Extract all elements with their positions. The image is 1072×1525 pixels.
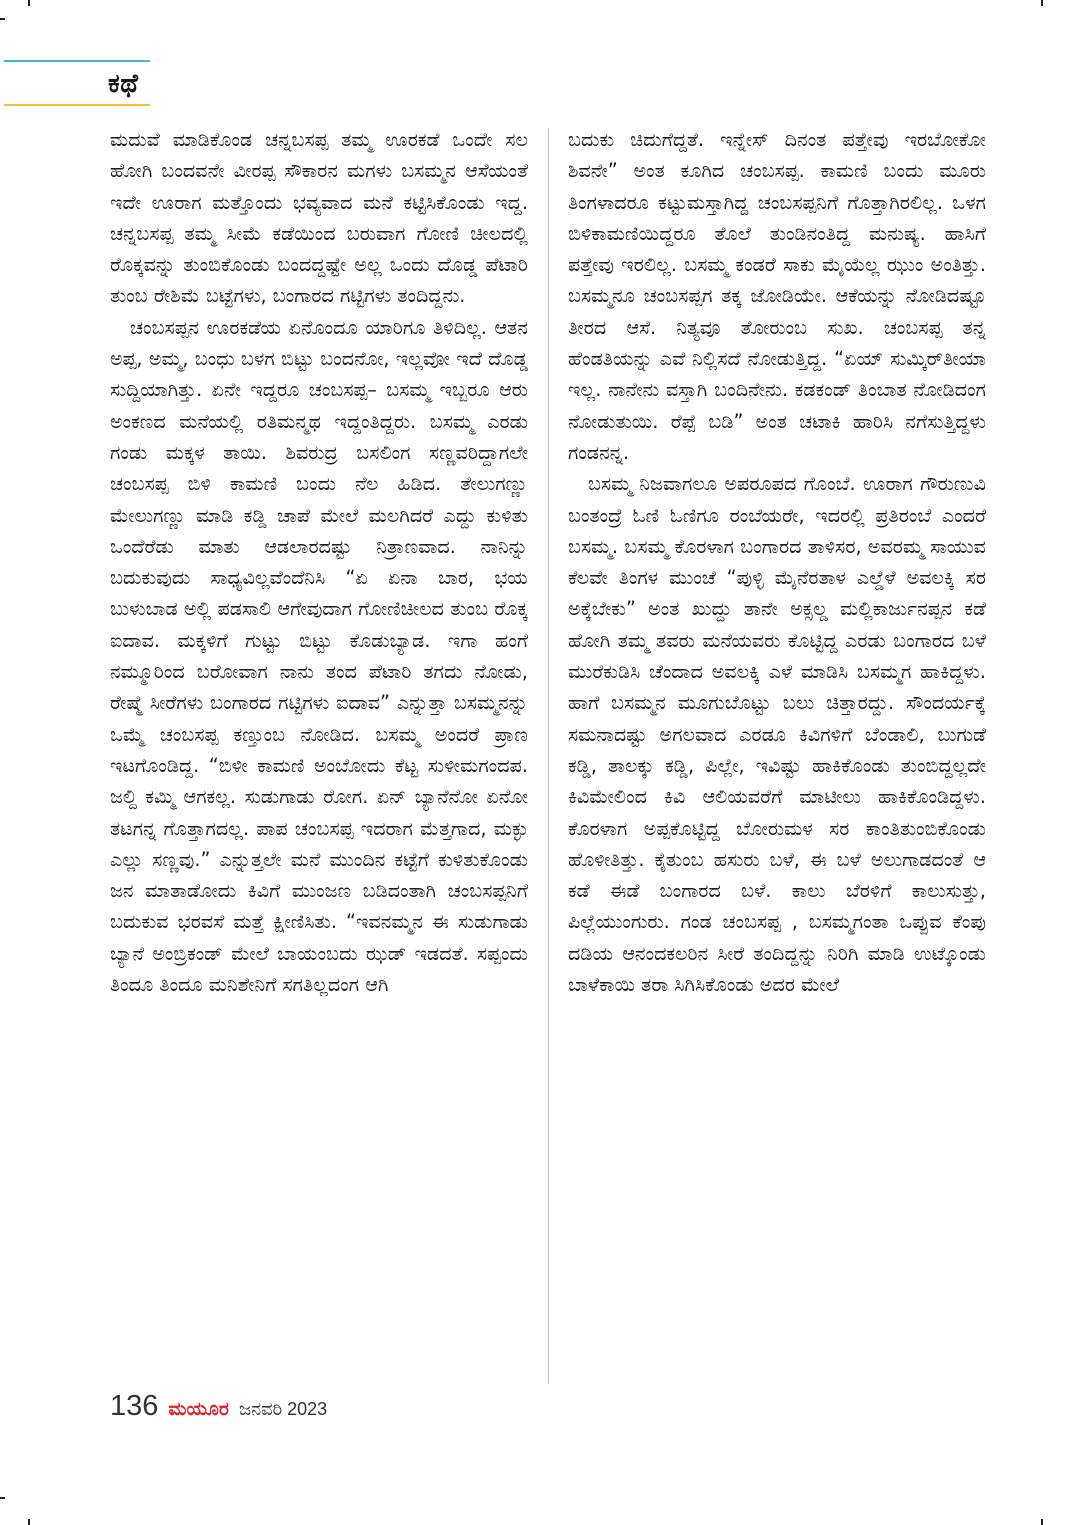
- paragraph: ಚಂಬಸಪ್ಪನ ಊರಕಡೆಯ ಏನೊಂದೂ ಯಾರಿಗೂ ತಿಳಿದಿಲ್ಲ. ಆತನ ಅಪ್ಪ, ಅಮ್ಮ, ಬಂಧು ಬಳಗ ಬಿಟ್ಟು ಬಂದನೋ, ಇಲ್ಲವೋ ಇದೆ ದೊಡ್ಡ ಸುದ್ದಿಯಾಗಿತ್ತು. ಏನೇ ಇದ್ದರೂ ಚಂಬಸಪ್ಪ– ಬಸಮ್ಮ ಇಬ್ಬರೂ ಆರು ಅಂಕಣದ ಮನೆಯಲ್ಲಿ ರತಿಮನ್ಮಥ ಇದ್ದಂತಿದ್ದರು. ಬಸಮ್ಮ ಎರಡು ಗಂಡು ಮಕ್ಕಳ ತಾಯಿ. ಶಿವರುದ್ರ ಬಸಲಿಂಗ ಸಣ್ಣವರಿದ್ದಾಗಲೇ ಚಂಬಸಪ್ಪ ಬಿಳಿ ಕಾಮಣಿ ಬಂದು ನೆಲ ಹಿಡಿದ. ತೇಲುಗಣ್ಣು ಮೇಲುಗಣ್ಣು ಮಾಡಿ ಕಡ್ಡಿ ಚಾಪೆ ಮೇಲೆ ಮಲಗಿದರೆ ಎದ್ದು ಕುಳಿತು ಒಂದೆರೆಡು ಮಾತು ಆಡಲಾರದಷ್ಟು ನಿತ್ರಾಣವಾದ. ನಾನಿನ್ನು ಬದುಕುವುದು ಸಾಧ್ಯವಿಲ್ಲವೆಂದೆನಿಸಿ “ಏ ಏನಾ ಬಾರ, ಭಯ ಬುಳುಬಾಡ ಅಲ್ಲಿ ಪಡಸಾಲಿ ಆಗೇವುದಾಗ ಗೋಣಿಚೀಲದ ತುಂಬ ರೊಕ್ಕ ಐದಾವ. ಮಕ್ಕಳಿಗೆ ಗುಟ್ಟು ಬಿಟ್ಟು ಕೊಡುಬ್ಯಾಡ. ಇಗಾ ಹಂಗೆ ನಮ್ಮೂರಿಂದ ಬರೋವಾಗ ನಾನು ತಂದ ಪೆಟಾರಿ ತಗದು ನೋಡು, ರೇಷ್ಮೆ ಸೀರೆಗಳು ಬಂಗಾರದ ಗಟ್ಟಿಗಳು ಐದಾವ” ಎನ್ನುತ್ತಾ ಬಸಮ್ಮನನ್ನು ಒಮ್ಮೆ ಚಂಬಸಪ್ಪ ಕಣ್ತುಂಬ ನೋಡಿದ. ಬಸಮ್ಮ ಅಂದರೆ ಪ್ರಾಣ ಇಟಗೊಂಡಿದ್ದ. “ಬಿಳೀ ಕಾಮಣಿ ಅಂಬೋದು ಕೆಟ್ಟ ಸುಳೀಮಗಂದಪ. ಜಲ್ದಿ ಕಮ್ಮಿ ಆಗಕಲ್ಲ. ಸುಡುಗಾಡು ರೋಗ. ಏನ್ ಬ್ಯಾನೆನೋ ಏನೋ ತಟಗನ್ನ ಗೊತ್ತಾಗದಲ್ಲ. ಪಾಪ ಚಂಬಸಪ್ಪ ಇದರಾಗ ಮೆತ್ತಗಾದ, ಮಕ್ಳು ಎಲ್ಲು ಸಣ್ಣವು.” ಎನ್ನುತ್ತಲೇ ಮನೆ ಮುಂದಿನ ಕಟ್ಟೆಗೆ ಕುಳಿತುಕೊಂಡು ಜನ ಮಾತಾಡೋದು ಕಿವಿಗೆ ಮುಂಜಣ ಬಡಿದಂತಾಗಿ ಚಂಬಸಪ್ಪನಿಗೆ ಬದುಕುವ ಭರವಸೆ ಮತ್ತೆ ಕ್ಷೀಣಿಸಿತು. “ಇವನಮ್ಮನ ಈ ಸುಡುಗಾಡು ಬ್ಯಾನೆ ಅಂಬ್ರಿಕಂಡ್ ಮೇಲೆ ಬಾಯಂಬದು ಝಡ್ ಇಡದತೆ. ಸಪ್ಪಂದು ತಿಂದೂ ತಿಂದೂ ಮನಿಶೇನಿಗೆ ಸಗತಿಲ್ಲದಂಗ ಆಗಿ: [110, 315, 528, 997]
- paragraph: ಬಸಮ್ಮ ನಿಜವಾಗಲೂ ಅಪರೂಪದ ಗೊಂಬೆ. ಊರಾಗ ಗೌರುಣುವಿ ಬಂತಂದ್ರೆ ಓಣಿ ಓಣಿಗೂ ರಂಬೆಯರೇ, ಇದರಲ್ಲಿ ಪ್ರತಿರಂಬೆ ಎಂದರೆ ಬಸಮ್ಮ. ಬಸಮ್ಮ ಕೊರಳಾಗ ಬಂಗಾರದ ತಾಳಿಸರ, ಅವರಮ್ಮ ಸಾಯುವ ಕೆಲವೇ ತಿಂಗಳ ಮುಂಚೆ “ಪುಳ್ಳಿ ಮೈನೆರತಾಳ ಎಲ್ಡೆಳೆ ಅವಲಕ್ಕಿ ಸರ ಅಕ್ಕೆಬೇಕು” ಅಂತ ಖುದ್ದು ತಾನೇ ಅಕ್ಸಲ್ಡ ಮಲ್ಲಿಕಾರ್ಜುನಪ್ಪನ ಕಡೆ ಹೋಗಿ ತಮ್ಮ ತವರು ಮನೆಯವರು ಕೊಟ್ಟಿದ್ದ ಎರಡು ಬಂಗಾರದ ಬಳೆ ಮುರೆಕುಡಿಸಿ ಚೆಂದಾದ ಅವಲಕ್ಕಿ ಎಳೆ ಮಾಡಿಸಿ ಬಸಮ್ಮಗ ಹಾಕಿದ್ದಳು. ಹಾಗೆ ಬಸಮ್ಮನ ಮೂಗುಬೊಟ್ಟು ಬಲು ಚಿತ್ತಾರದ್ದು. ಸೌಂದರ್ಯಕ್ಕೆ ಸಮನಾದಷ್ಟು ಅಗಲವಾದ ಎರಡೂ ಕಿವಿಗಳಿಗೆ ಬೆಂಡಾಲಿ, ಬುಗುಡೆ ಕಡ್ಡಿ, ತಾಲಕ್ಕು ಕಡ್ಡಿ, ಪಿಲ್ಲೇ, ಇವಿಷ್ಟು ಹಾಕಿಕೊಂಡು ತುಂಬಿದ್ದಲ್ಲದೇ ಕಿವಿಮೇಲಿಂದ ಕಿವಿ ಆಲಿಯವರೆಗೆ ಮಾಟೀಲು ಹಾಕಿಕೊಂಡಿದ್ದಳು. ಕೊರಳಾಗ ಅಪ್ಪಕೊಟ್ಟಿದ್ದ ಬೋರುಮಳ ಸರ ಕಾಂತಿತುಂಬಿಕೊಂಡು ಹೊಳೀತಿತ್ತು. ಕೈತುಂಬ ಹಸುರು ಬಳೆ, ಈ ಬಳೆ ಅಲುಗಾಡದಂತೆ ಆ ಕಡೆ ಈಡೆ ಬಂಗಾರದ ಬಳೆ. ಕಾಲು ಬೆರಳಿಗೆ ಕಾಲುಸುತ್ತು, ಪಿಲ್ಲೆಯುಂಗುರು. ಗಂಡ ಚಂಬಸಪ್ಪ , ಬಸಮ್ಮಗಂತಾ ಒಪ್ಪುವ ಕೆಂಪು ದಡಿಯ ಆನಂದಕಲರಿನ ಸೀರೆ ತಂದಿದ್ದನ್ನು ನಿರಿಗಿ ಮಾಡಿ ಉಟ್ಕೊಂಡು ಬಾಳೆಕಾಯಿ ತರಾ ಸಿಗಿಸಿಕೊಂಡು ಅದರ ಮೇಲೆ: [568, 472, 986, 997]
- paragraph: ಮದುವೆ ಮಾಡಿಕೊಂಡ ಚನ್ನಬಸಪ್ಪ ತಮ್ಮ ಊರಕಡೆ ಒಂದೇ ಸಲ ಹೋಗಿ ಬಂದವನೇ ವೀರಪ್ಪ ಸೌಕಾರನ ಮಗಳು ಬಸಮ್ಮನ ಆಸೆಯಂತೆ ಇದೇ ಊರಾಗ ಮತ್ತೊಂದು ಭವ್ಯವಾದ ಮನೆ ಕಟ್ಟಿಸಿಕೊಂಡು ಇದ್ದ. ಚನ್ನಬಸಪ್ಪ ತಮ್ಮ ಸೀಮೆ ಕಡೆಯಿಂದ ಬರುವಾಗ ಗೋಣಿ ಚೀಲದಲ್ಲಿ ರೊಕ್ಕವನ್ನು ತುಂಬಿಕೊಂಡು ಬಂದದ್ದಷ್ಟೇ ಅಲ್ಲ ಒಂದು ದೊಡ್ಡ ಪೆಟಾರಿ ತುಂಬ ರೇಶಿಮೆ ಬಟ್ಟೆಗಳು, ಬಂಗಾರದ ಗಟ್ಟಿಗಳು ತಂದಿದ್ದನು.: [110, 128, 528, 308]
- page-footer: [110, 1390, 327, 1434]
- crop-mark: [0, 18, 5, 20]
- crop-mark: [1041, 0, 1043, 6]
- header-rule-bottom: [4, 104, 150, 106]
- crop-mark: [0, 1497, 5, 1499]
- paragraph: ಬದುಕು ಚಿದುಗೆದ್ದತೆ. ಇನ್ನೇಸ್ ದಿನಂತ ಪತ್ತೇವು ಇರಬೋಕೋ ಶಿವನೇ” ಅಂತ ಕೂಗಿದ ಚಂಬಸಪ್ಪ. ಕಾಮಣಿ ಬಂದು ಮೂರು ತಿಂಗಳಾದರೂ ಕಟ್ಟುಮಸ್ತಾಗಿದ್ದ ಚಂಬಸಪ್ಪನಿಗೆ ಗೊತ್ತಾಗಿರಲಿಲ್ಲ. ಒಳಗ ಬಿಳಿಕಾಮಣಿಯಿದ್ದರೂ ತೊಲೆ ತುಂಡಿನಂತಿದ್ದ ಮನುಷ್ಯ. ಹಾಸಿಗೆ ಪತ್ತೇವು ಇರಲಿಲ್ಲ. ಬಸಮ್ಮ ಕಂಡರೆ ಸಾಕು ಮೈಯೆಲ್ಲ ಝುಂ ಅಂತಿತ್ತು. ಬಸಮ್ಮನೂ ಚಂಬಸಪ್ಪಗ ತಕ್ಕ ಜೋಡಿಯೇ. ಆಕೆಯನ್ನು ನೋಡಿದಷ್ಟೂ ತೀರದ ಆಸೆ. ನಿತ್ಯವೂ ತೋರುಂಬ ಸುಖ. ಚಂಬಸಪ್ಪ ತನ್ನ ಹೆಂಡತಿಯನ್ನು ಎವೆ ನಿಲ್ಲಿಸದೆ ನೋಡುತ್ತಿದ್ದ. “ಏಯ್ ಸುಮ್ಕಿರ್‌ತೀಯಾ ಇಲ್ಲ. ನಾನೇನು ವಸ್ತಾಗಿ ಬಂದಿನೇನು. ಕಡಕಂಡ್ ತಿಂಬಾತ ನೋಡಿದಂಗ ನೋಡುತುಯಿ. ರೆಪ್ಪೆ ಬಡಿ” ಅಂತ ಚಟಾಕಿ ಹಾರಿಸಿ ನಗೆಸುತ್ತಿದ್ದಳು ಗಂಡನನ್ನ.: [568, 128, 986, 464]
- crop-mark: [28, 1519, 30, 1525]
- page-number: 136: [110, 1390, 159, 1422]
- issue-date: ಜನವರಿ 2023: [238, 1399, 328, 1419]
- column-left: [110, 124, 528, 1384]
- crop-mark: [28, 0, 30, 6]
- section-title: ಕಥೆ: [108, 69, 139, 99]
- header-rule-top: [4, 60, 150, 62]
- crop-mark: [1041, 1519, 1043, 1525]
- magazine-logo: ಮಯೂರ: [168, 1398, 229, 1420]
- column-right: [568, 124, 986, 1384]
- column-divider: [548, 128, 549, 1384]
